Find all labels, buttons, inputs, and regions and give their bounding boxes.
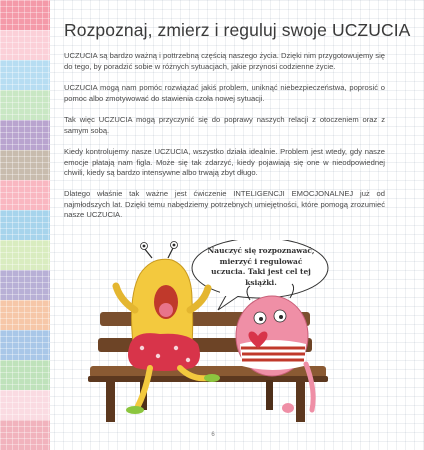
color-swatch <box>0 210 50 240</box>
color-swatch <box>0 120 50 150</box>
color-swatch <box>0 240 50 270</box>
color-swatch <box>0 270 50 300</box>
speech-bubble-text: Nauczyć się rozpoznawać, mierzyć i regulować uczucia. Taki jest cel tej książki. <box>207 246 315 287</box>
paragraph-2: UCZUCIA mogą nam pomóc rozwiązać jakiś problem, uniknąć niebezpieczeństwa, poprosić o pomoc albo zmotywować do stawienia czoła nowej sytuacji. <box>64 83 385 103</box>
color-swatch <box>0 180 50 210</box>
color-swatch <box>0 90 50 120</box>
paragraph-1: UCZUCIA są bardzo ważną i pottrzebną częścią naszego życia. Dzięki nim przygotowujemy się do tego, by poradzić sobie w różnych sytuacjach, jakie przynosi codzienne życie. <box>64 51 385 71</box>
color-swatch <box>0 360 50 390</box>
paragraph-3: Tak więc UCZUCIA mogą przyczynić się do poprawy naszych relacji z otoczeniem oraz z samym sobą. <box>64 115 385 135</box>
color-swatch <box>0 420 50 450</box>
color-swatch <box>0 390 50 420</box>
color-swatch-strip <box>0 0 50 450</box>
color-swatch <box>0 330 50 360</box>
color-swatch <box>0 60 50 90</box>
paragraph-5: Dlatego właśnie tak ważne jest ćwiczenie INTELIGENCJI EMOCJONALNEJ już od najmłodszych lat. Dzięki temu nabędziemy potrzebnych umiejętności, które pomogą zrozumieć nasze UCZUCIA. <box>64 189 385 220</box>
color-swatch <box>0 0 50 30</box>
color-swatch <box>0 30 50 60</box>
color-swatch <box>0 150 50 180</box>
page-number: 6 <box>211 432 215 438</box>
color-swatch <box>0 300 50 330</box>
page-title: Rozpoznaj, zmierz i reguluj swoje UCZUCIA <box>64 20 411 40</box>
paragraph-4: Kiedy kontrolujemy nasze UCZUCIA, wszystko działa idealnie. Problem jest wtedy, gdy nasze emocje płatają nam figla. Może się tak zdarzyć, kiedy pojawiają się one w nieodpowiednej chwili, kiedy są bardzo intensywne albo trwają zbyt długo. <box>64 147 385 178</box>
